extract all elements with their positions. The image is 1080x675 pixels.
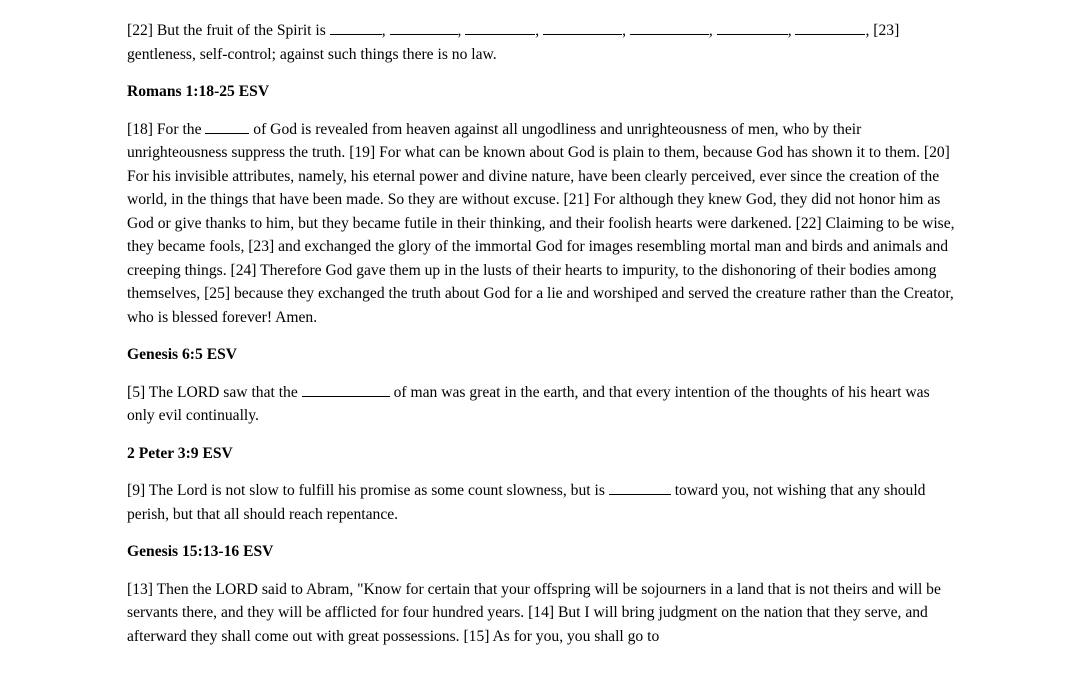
fill-in-blank[interactable] (795, 20, 865, 35)
fill-in-blank[interactable] (330, 20, 382, 35)
section-heading-genesis-6: Genesis 6:5 ESV (127, 346, 238, 363)
verse-text: of God is revealed from heaven against all ungodliness and unrighteousness of men, who by their unrighteousness suppress the truth. [19] For what can be known about God is plain to them, because God has shown it to them. [20] For his invisible attributes, namely, his eternal power and divine nature, have been clearly perceived, ever since the creation of the world, in the things that have been made. So they are without excuse. [21] For although they knew God, they did not honor him as God or give thanks to him, but they became futile in their thinking, and their foolish hearts were darkened. [22] Claiming to be wise, they became fools, [23] and exchanged the glory of the immortal God for images resembling mortal man and birds and animals and creeping things. [24] Therefore God gave them up in the lusts of their hearts to impurity, to the dishonoring of their bodies among themselves, [25] because they exchanged the truth about God for a lie and worshiped and served the creature rather than the Creator, who is blessed forever! Amen. (127, 120, 955, 326)
genesis-15-verse (127, 578, 957, 649)
fill-in-blank[interactable] (609, 480, 671, 495)
fill-in-blank[interactable] (543, 20, 622, 35)
verse-text: of man was great in the earth, and that every intention of the thoughts of his heart was only evil continually. (127, 383, 930, 424)
verse-text: , (457, 22, 466, 39)
galatians-verse (127, 19, 957, 66)
verse-text: [5] The LORD saw that the (127, 383, 302, 401)
fill-in-blank[interactable] (630, 20, 709, 35)
verse-text: , [23] gentleness, self-control; against such things there is no law. (127, 22, 900, 63)
verse-text: toward you, not wishing that any should perish, but that all should reach repentance. (127, 482, 926, 523)
verse-text: [9] The Lord is not slow to fulfill his promise as some count slowness, but is (127, 482, 609, 499)
romans-verse (127, 118, 957, 330)
genesis-6-verse (127, 381, 957, 428)
section-heading-genesis-15: Genesis 15:13-16 ESV (127, 543, 274, 560)
verse-text: , (622, 22, 630, 39)
verse-text: , (787, 22, 796, 39)
fill-in-blank[interactable] (465, 20, 535, 35)
verse-text: , (381, 22, 390, 39)
section-heading-2-peter: 2 Peter 3:9 ESV (127, 444, 233, 462)
document-page (127, 19, 957, 648)
fill-in-blank[interactable] (717, 20, 788, 35)
verse-text: [18] For the (127, 120, 206, 138)
section-heading-romans: Romans 1:18-25 ESV (127, 83, 270, 100)
verse-text: [13] Then the LORD said to Abram, "Know for certain that your offspring will be sojourners in a land that is not theirs and will be servants there, and they will be afflicted for four hundred years. [14] But I will bring judgment on the nation that they serve, and afterward they shall come out with great possessions. [15] As for you, you shall go to (127, 580, 941, 645)
fill-in-blank[interactable] (302, 382, 390, 397)
2-peter-verse (127, 479, 957, 526)
fill-in-blank[interactable] (205, 119, 249, 134)
verse-text: [22] But the fruit of the Spirit is (127, 22, 330, 39)
verse-text: , (535, 22, 544, 39)
fill-in-blank[interactable] (390, 20, 458, 35)
verse-text: , (708, 22, 717, 39)
